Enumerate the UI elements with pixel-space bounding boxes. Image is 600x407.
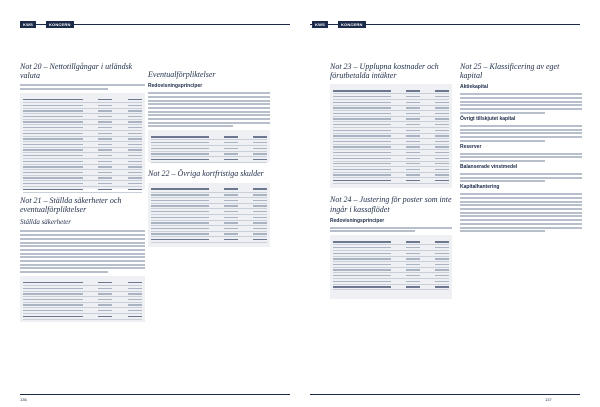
company-tag: KWS bbox=[20, 21, 36, 28]
text-line bbox=[330, 230, 415, 232]
table-row-total bbox=[333, 178, 449, 184]
text-line bbox=[460, 173, 582, 175]
text-line bbox=[148, 125, 233, 127]
section-subtitle: Redovisningsprinciper bbox=[148, 83, 203, 90]
text-line bbox=[460, 215, 582, 217]
text-line bbox=[20, 242, 145, 244]
text-line bbox=[460, 208, 582, 210]
header-right bbox=[312, 18, 366, 30]
column-1 bbox=[20, 62, 145, 329]
text-line bbox=[20, 267, 145, 269]
text-line bbox=[20, 84, 145, 86]
text-line bbox=[460, 227, 582, 229]
note-22-table bbox=[148, 183, 270, 247]
page-number: 137 bbox=[545, 396, 552, 402]
top-bar bbox=[0, 0, 600, 36]
text-line bbox=[460, 153, 582, 155]
table-row-total bbox=[151, 157, 267, 163]
text-line bbox=[20, 88, 108, 90]
text-line bbox=[330, 227, 452, 229]
text-line bbox=[20, 264, 145, 266]
text-line bbox=[20, 245, 145, 247]
text-line bbox=[460, 201, 582, 203]
footer-rule-left bbox=[20, 394, 290, 395]
text-line bbox=[460, 129, 582, 131]
column-3 bbox=[330, 62, 452, 306]
text-line bbox=[460, 108, 582, 110]
text-line bbox=[460, 112, 545, 114]
text-line bbox=[20, 249, 145, 251]
page-number: 136 bbox=[20, 396, 27, 402]
header-left bbox=[20, 18, 74, 30]
text-line bbox=[148, 114, 270, 116]
text-line bbox=[460, 180, 545, 182]
text-line bbox=[148, 122, 270, 124]
text-line bbox=[460, 93, 582, 95]
text-line bbox=[20, 234, 145, 236]
note-21-subtitle: Ställda säkerheter bbox=[20, 218, 72, 227]
table-row-total bbox=[333, 285, 449, 291]
text-line bbox=[460, 219, 582, 221]
note-23-title: Not 23 – Upplupna kostnader och förutbetalda intäkter bbox=[330, 62, 439, 81]
text-line bbox=[460, 104, 582, 106]
text-line bbox=[460, 125, 582, 127]
text-line bbox=[460, 230, 545, 232]
text-line bbox=[460, 140, 545, 142]
company-tag: KWS bbox=[312, 21, 328, 28]
table-row-total bbox=[23, 187, 142, 193]
text-line bbox=[148, 96, 270, 98]
text-line bbox=[460, 204, 582, 206]
section-tag: KONCERN bbox=[338, 21, 366, 28]
subsection-title: Aktiekapital bbox=[460, 84, 489, 91]
text-line bbox=[148, 118, 270, 120]
note-24-table bbox=[330, 235, 452, 299]
text-line bbox=[460, 197, 582, 199]
subsection-title: Övrigt tillskjutet kapital bbox=[460, 115, 516, 122]
note-20-title: Not 20 – Nettotillgångar i utländsk valuta bbox=[20, 62, 133, 81]
note-25-title: Not 25 – Klassificering av eget kapital bbox=[460, 62, 560, 81]
text-line bbox=[20, 238, 145, 240]
text-line bbox=[460, 97, 582, 99]
text-line bbox=[20, 260, 145, 262]
subsection-title: Reserver bbox=[460, 143, 482, 150]
text-line bbox=[20, 253, 145, 255]
text-line bbox=[460, 223, 582, 225]
text-line bbox=[460, 193, 582, 195]
note-22-title: Not 22 – Övriga kortfristiga skulder bbox=[148, 169, 264, 179]
subsection-title: Kapitalhantering bbox=[460, 184, 500, 191]
text-line bbox=[148, 107, 270, 109]
text-line bbox=[460, 177, 582, 179]
text-line bbox=[460, 136, 582, 138]
text-line bbox=[460, 156, 582, 158]
text-line bbox=[148, 100, 270, 102]
note-21-title: Not 21 – Ställda säkerheter och eventualförpliktelser bbox=[20, 196, 122, 215]
table-row-total bbox=[151, 237, 267, 243]
contingent-table bbox=[148, 130, 270, 162]
text-line bbox=[20, 230, 145, 232]
footer-right bbox=[545, 395, 554, 403]
section-tag: KONCERN bbox=[46, 21, 74, 28]
column-4 bbox=[460, 62, 582, 234]
note-20-table bbox=[20, 93, 145, 189]
footer-left bbox=[20, 395, 29, 403]
table-row-total bbox=[23, 314, 142, 320]
column-2 bbox=[148, 70, 270, 254]
note-24-subtitle: Redovisningsprinciper bbox=[330, 217, 385, 224]
note-21-table bbox=[20, 276, 145, 322]
note-24-title: Not 24 – Justering för poster som inte ingår i kassaflödet bbox=[330, 195, 452, 214]
footer-rule-right bbox=[310, 394, 580, 395]
note-23-table bbox=[330, 84, 452, 188]
text-line bbox=[20, 256, 145, 258]
text-line bbox=[460, 212, 582, 214]
text-line bbox=[148, 92, 270, 94]
text-line bbox=[148, 103, 270, 105]
text-line bbox=[20, 271, 108, 273]
text-line bbox=[460, 101, 582, 103]
subsection-title: Balanserade vinstmedel bbox=[460, 163, 518, 170]
section-title: Eventualförpliktelser bbox=[148, 70, 216, 79]
text-line bbox=[460, 132, 582, 134]
text-line bbox=[460, 160, 545, 162]
text-line bbox=[148, 111, 270, 113]
